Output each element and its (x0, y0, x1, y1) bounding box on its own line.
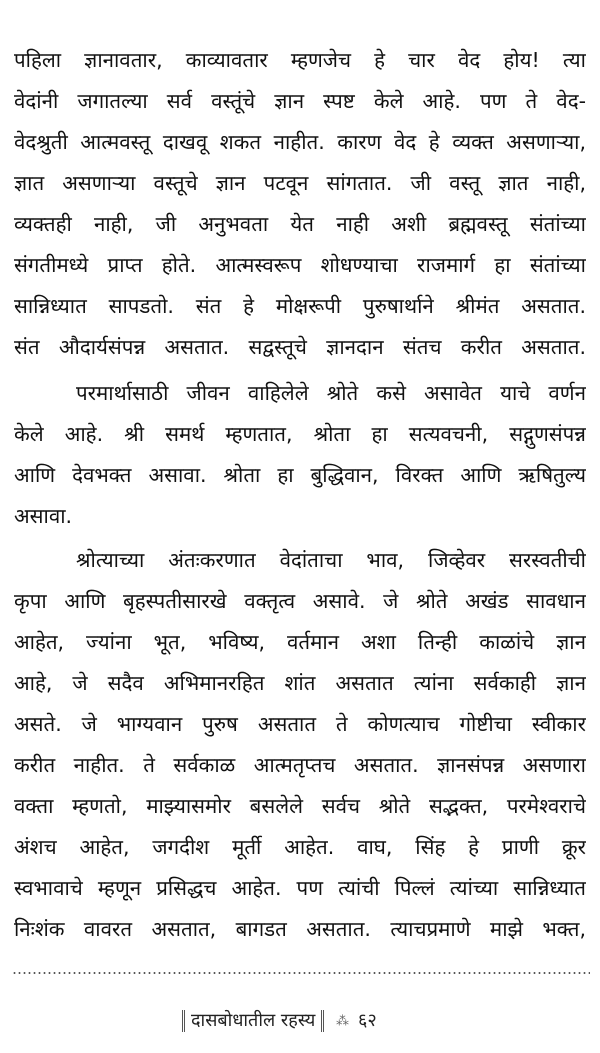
paragraph-2 (14, 373, 586, 537)
text-line: अंशच आहेत, जगदीश मूर्ती आहेत. वाघ, सिंह हे प्राणी क्रूर (14, 835, 586, 859)
paragraph-1 (14, 40, 586, 368)
text-line: असते. जे भाग्यवान पुरुष असतात ते कोणत्याच गोष्टीचा स्वीकार (14, 712, 586, 736)
text-line: आणि देवभक्त असावा. श्रोता हा बुद्धिवान, विरक्त आणि ऋषितुल्य (14, 463, 586, 487)
text-line: परमार्थासाठी जीवन वाहिलेले श्रोते कसे असावेत याचे वर्णन (76, 381, 586, 405)
text-line: वेदश्रुती आत्मवस्तू दाखवू शकत नाहीत. कारण वेद हे व्यक्त असणाऱ्या, (14, 130, 586, 154)
text-line: स्वभावाचे म्हणून प्रसिद्धच आहेत. पण त्यांची पिल्लं त्यांच्या सान्निध्यात (14, 876, 586, 900)
text-line: आहे, जे सदैव अभिमानरहित शांत असतात त्यांना सर्वकाही ज्ञान (14, 671, 586, 695)
text-line: श्रोत्याच्या अंतःकरणात वेदांताचा भाव, जिव्हेवर सरस्वतीची (76, 548, 586, 572)
text-line: आहेत, ज्यांना भूत, भविष्य, वर्तमान अशा तिन्ही काळांचे ज्ञान (14, 630, 586, 654)
text-line: पहिला ज्ञानावतार, काव्यावतार म्हणजेच हे चार वेद होय! त्या (14, 48, 586, 72)
ornament-icon: ⁂ (336, 1014, 349, 1029)
page-footer (0, 1006, 600, 1036)
text-line: सान्निध्यात सापडतो. संत हे मोक्षरूपी पुरुषार्थाने श्रीमंत असतात. (14, 294, 586, 318)
book-title: दासबोधातील रहस्य (182, 1010, 324, 1032)
text-line: कृपा आणि बृहस्पतीसारखे वक्तृत्व असावे. जे श्रोते अखंड सावधान (14, 589, 586, 613)
page-number: ६२ (358, 1010, 377, 1031)
text-line: वेदांनी जगातल्या सर्व वस्तूंचे ज्ञान स्पष्ट केले आहे. पण ते वेद- (14, 89, 586, 113)
text-line: वक्ता म्हणतो, माझ्यासमोर बसलेले सर्वच श्रोते सद्भक्त, परमेश्वराचे (14, 794, 586, 818)
dotted-divider (12, 972, 590, 974)
text-line: केले आहे. श्री समर्थ म्हणतात, श्रोता हा सत्यवचनी, सद्गुणसंपन्न (14, 422, 586, 446)
text-line: संगतीमध्ये प्राप्त होते. आत्मस्वरूप शोधण्याचा राजमार्ग हा संतांच्या (14, 253, 586, 277)
text-line: संत औदार्यसंपन्न असतात. सद्वस्तूचे ज्ञानदान संतच करीत असतात. (14, 335, 586, 359)
text-line: निःशंक वावरत असतात, बागडत असतात. त्याचप्रमाणे माझे भक्त, (14, 917, 586, 941)
text-line: ज्ञात असणाऱ्या वस्तूचे ज्ञान पटवून सांगतात. जी वस्तू ज्ञात नाही, (14, 171, 586, 195)
paragraph-3 (14, 540, 586, 950)
text-line: असावा. (14, 504, 73, 528)
text-line: करीत नाहीत. ते सर्वकाळ आत्मतृप्तच असतात. ज्ञानसंपन्न असणारा (14, 753, 586, 777)
text-line: व्यक्तही नाही, जी अनुभवता येत नाही अशी ब्रह्मवस्तू संतांच्या (14, 212, 586, 236)
